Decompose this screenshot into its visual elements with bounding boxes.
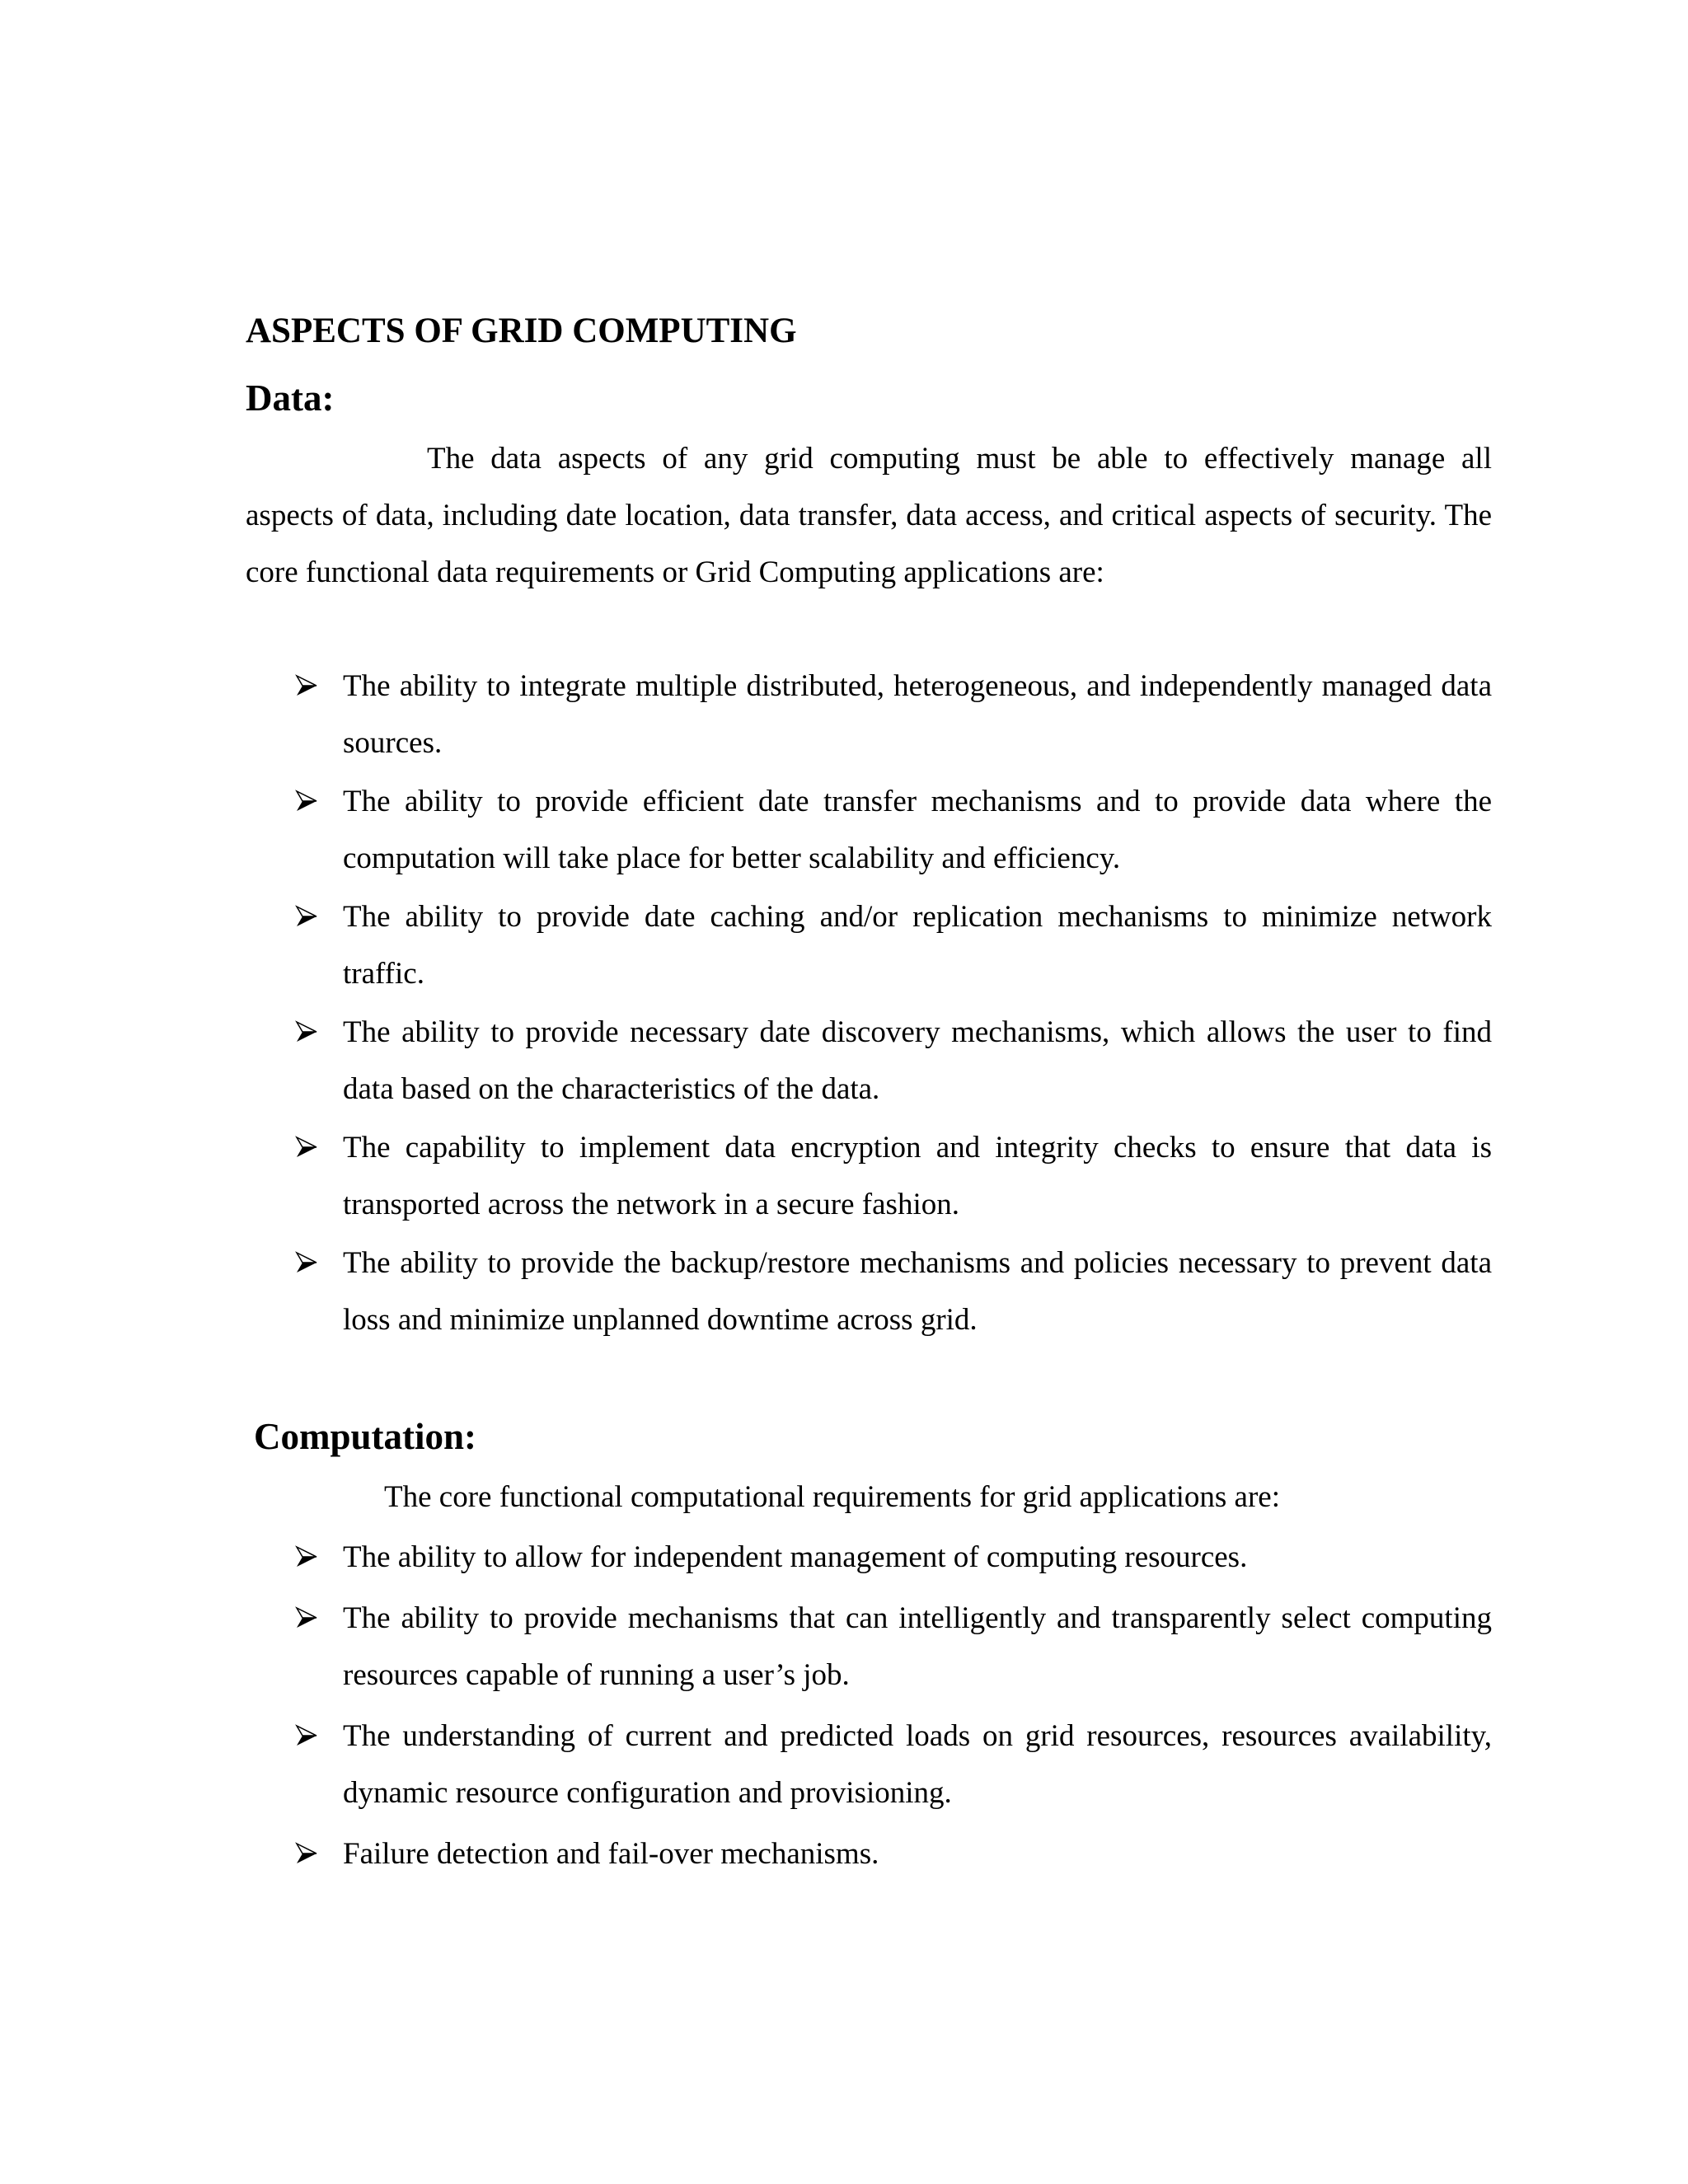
list-item — [246, 1235, 1492, 1348]
data-intro-first-line: The data aspects of any grid computing must be able to effectively manage all — [427, 442, 1492, 476]
list-item-text: The ability to allow for independent management of computing resources. — [343, 1540, 1248, 1574]
list-item-text: Failure detection and fail-over mechanisms. — [343, 1837, 879, 1871]
list-item — [246, 1119, 1492, 1233]
arrowhead-bullet-icon — [295, 1545, 318, 1568]
computation-requirements-list — [246, 1529, 1492, 1882]
computation-section-heading: Computation: — [254, 1416, 477, 1457]
arrowhead-bullet-icon — [295, 790, 318, 813]
list-item-text: The understanding of current and predicted loads on grid resources, resources availability, dynamic resource configuration and provisioning. — [343, 1719, 1492, 1810]
data-section-heading: Data: — [246, 377, 335, 419]
arrowhead-bullet-icon — [295, 674, 318, 697]
arrowhead-bullet-icon — [295, 1251, 318, 1274]
arrowhead-bullet-icon — [295, 1606, 318, 1629]
list-item — [246, 888, 1492, 1002]
list-item-text: The ability to provide necessary date discovery mechanisms, which allows the user to find data based on the characteristics of the data. — [343, 1015, 1492, 1106]
data-requirements-list — [246, 658, 1492, 1348]
page-title: ASPECTS OF GRID COMPUTING — [246, 312, 797, 350]
list-item-text: The ability to integrate multiple distributed, heterogeneous, and independently managed data sources. — [343, 669, 1492, 760]
list-item — [246, 658, 1492, 771]
list-item — [246, 1825, 1492, 1882]
list-item-text: The ability to provide mechanisms that can intelligently and transparently select computing resources capable of running a user’s job. — [343, 1601, 1492, 1692]
arrowhead-bullet-icon — [295, 905, 318, 928]
arrowhead-bullet-icon — [295, 1020, 318, 1043]
list-item-text: The ability to provide date caching and/or replication mechanisms to minimize network traffic. — [343, 900, 1492, 991]
computation-intro: The core functional computational requirements for grid applications are: — [384, 1480, 1280, 1514]
list-item — [246, 1529, 1492, 1586]
list-item-text: The ability to provide the backup/restore mechanisms and policies necessary to prevent data loss and minimize unplanned downtime across grid. — [343, 1246, 1492, 1337]
list-item-text: The ability to provide efficient date transfer mechanisms and to provide data where the computation will take place for better scalability and efficiency. — [343, 785, 1492, 875]
arrowhead-bullet-icon — [295, 1842, 318, 1865]
list-item — [246, 1004, 1492, 1118]
list-item — [246, 1708, 1492, 1821]
data-intro-paragraph: aspects of data, including date location, data transfer, data access, and critical aspects of security. The core functional data requirements or Grid Computing applications are: — [246, 499, 1492, 589]
list-item-text: The capability to implement data encryption and integrity checks to ensure that data is transported across the network in a secure fashion. — [343, 1131, 1492, 1221]
arrowhead-bullet-icon — [295, 1136, 318, 1159]
arrowhead-bullet-icon — [295, 1724, 318, 1747]
list-item — [246, 1590, 1492, 1704]
list-item — [246, 773, 1492, 887]
